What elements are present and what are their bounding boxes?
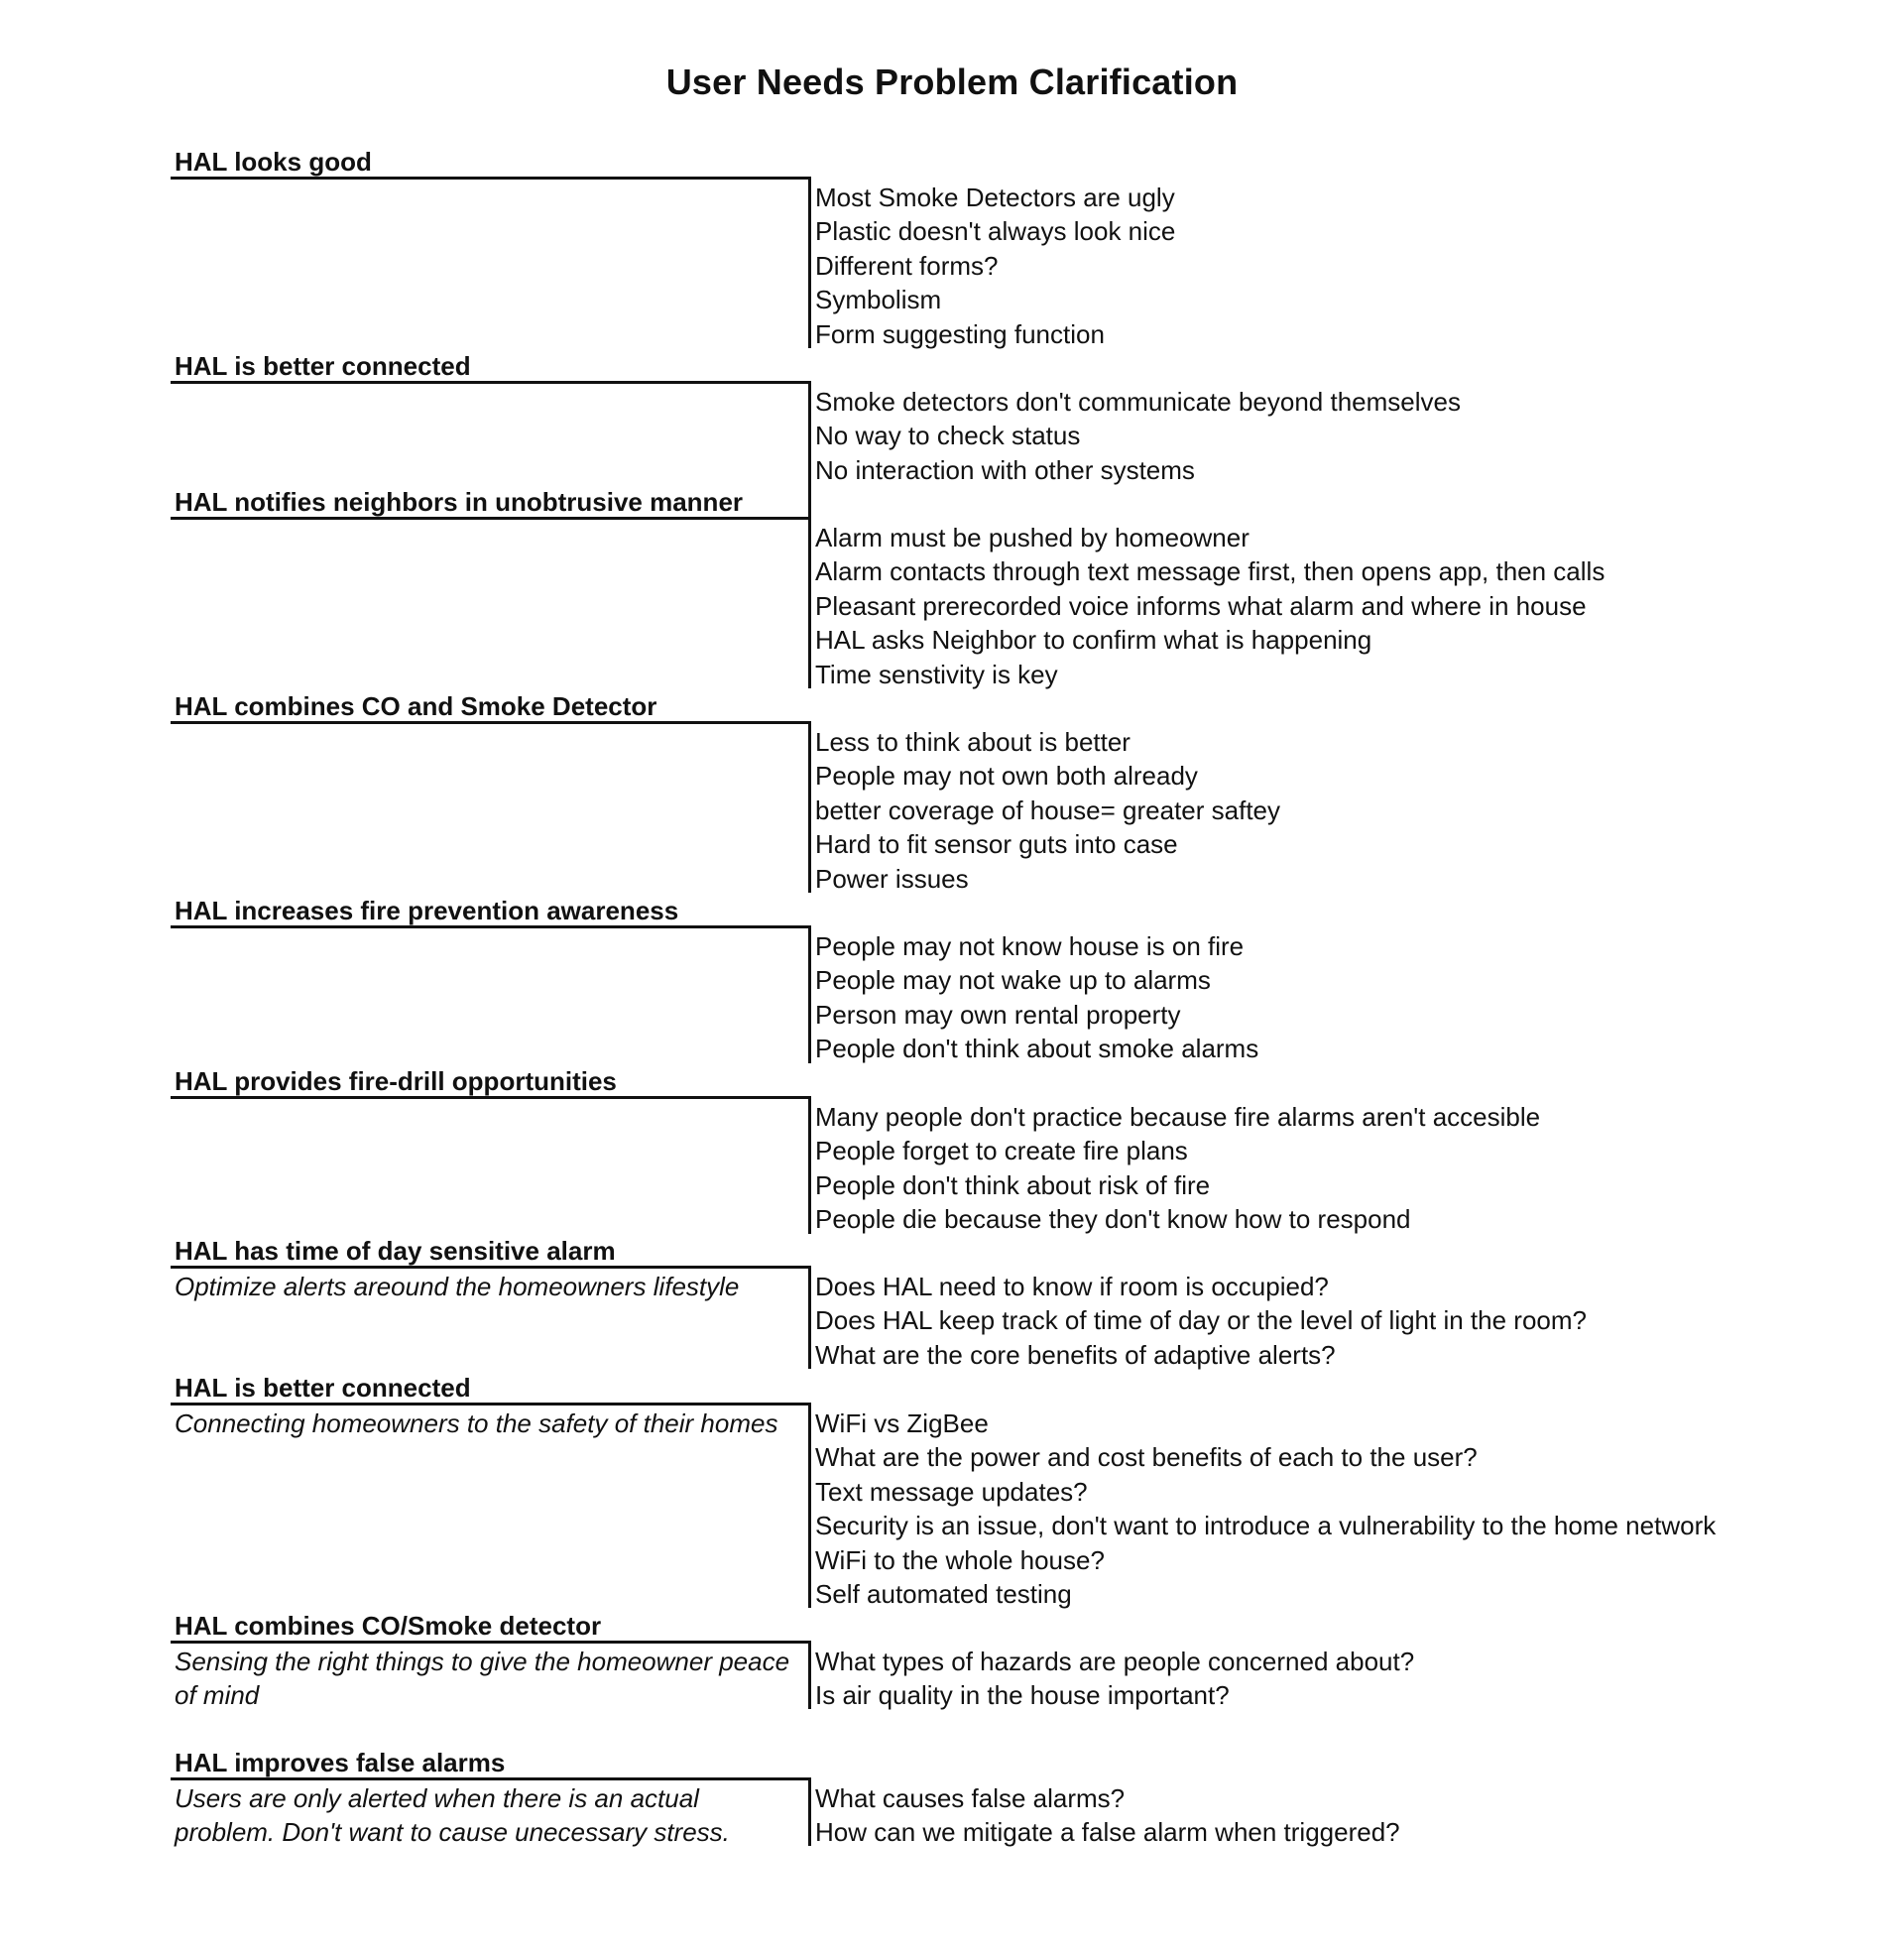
problem-list	[815, 1270, 1587, 1372]
bracket-vertical-rule	[808, 1266, 811, 1369]
bracket-vertical-rule	[808, 381, 811, 519]
problem-item: Self automated testing	[815, 1579, 1072, 1610]
section-heading: HAL combines CO/Smoke detector	[175, 1611, 602, 1641]
section-heading: HAL notifies neighbors in unobtrusive manner	[175, 487, 744, 517]
problem-list	[815, 181, 1175, 351]
section-heading: HAL looks good	[175, 147, 372, 177]
section-heading: HAL combines CO and Smoke Detector	[175, 691, 657, 721]
problem-item: What causes false alarms?	[815, 1783, 1126, 1813]
bracket-vertical-rule	[808, 177, 811, 348]
problem-item: People die because they don't know how to respond	[815, 1204, 1411, 1235]
problem-item: WiFi vs ZigBee	[815, 1408, 989, 1438]
problem-item: Form suggesting function	[815, 318, 1105, 349]
problem-item: Plastic doesn't always look nice	[815, 216, 1176, 247]
problem-item: Does HAL need to know if room is occupied?	[815, 1272, 1329, 1301]
section-subtitle: Users are only alerted when there is an actual problem. Don't want to cause unecessary stress.	[175, 1783, 730, 1847]
problem-item: Symbolism	[815, 285, 942, 315]
problem-item: People don't think about risk of fire	[815, 1169, 1211, 1200]
bracket-horizontal-rule	[171, 1403, 811, 1406]
problem-item: What are the core benefits of adaptive alerts?	[815, 1339, 1336, 1370]
section-heading: HAL provides fire-drill opportunities	[175, 1066, 617, 1096]
problem-item: Alarm contacts through text message first, then opens app, then calls	[815, 556, 1606, 587]
bracket-horizontal-rule	[171, 925, 811, 928]
bracket-horizontal-rule	[171, 721, 811, 724]
section-heading: HAL improves false alarms	[175, 1748, 506, 1777]
section-subtitle: Connecting homeowners to the safety of their homes	[175, 1408, 778, 1438]
problem-item: Less to think about is better	[815, 727, 1130, 757]
problem-item: People may not wake up to alarms	[815, 965, 1211, 996]
bracket-vertical-rule	[808, 1096, 811, 1234]
page-title: User Needs Problem Clarification	[665, 61, 1239, 102]
problem-item: What are the power and cost benefits of each to the user?	[815, 1442, 1478, 1473]
problem-item: Smoke detectors don't communicate beyond themselves	[815, 387, 1461, 417]
section-subtitle: Optimize alerts areound the homeowners lifestyle	[175, 1272, 740, 1301]
problem-list	[815, 1406, 1716, 1611]
bracket-horizontal-rule	[171, 1096, 811, 1099]
section-heading: HAL has time of day sensitive alarm	[175, 1236, 616, 1266]
problem-item: No interaction with other systems	[815, 454, 1195, 485]
problem-item: People don't think about smoke alarms	[815, 1034, 1259, 1064]
bracket-vertical-rule	[808, 721, 811, 893]
problem-item: What types of hazards are people concerned about?	[815, 1647, 1415, 1676]
problem-item: WiFi to the whole house?	[815, 1544, 1105, 1575]
problem-item: Person may own rental property	[815, 999, 1181, 1030]
bracket-horizontal-rule	[171, 177, 811, 180]
problem-list	[815, 1645, 1414, 1713]
problem-list	[815, 521, 1605, 691]
problem-item: Power issues	[815, 863, 969, 894]
problem-item: Pleasant prerecorded voice informs what alarm and where in house	[815, 590, 1587, 621]
bracket-horizontal-rule	[171, 1641, 811, 1644]
bracket-vertical-rule	[808, 517, 811, 688]
section-heading: HAL is better connected	[175, 351, 471, 381]
problem-item: HAL asks Neighbor to confirm what is happening	[815, 625, 1372, 656]
section-subtitle: Sensing the right things to give the homeowner peace of mind	[175, 1647, 790, 1710]
problem-item: People may not know house is on fire	[815, 931, 1245, 961]
problem-item: People forget to create fire plans	[815, 1136, 1188, 1166]
problem-list	[815, 1100, 1540, 1237]
problem-item: Time senstivity is key	[815, 659, 1058, 689]
problem-item: How can we mitigate a false alarm when triggered?	[815, 1817, 1400, 1848]
problem-item: Many people don't practice because fire alarms aren't accesible	[815, 1102, 1541, 1132]
problem-item: Different forms?	[815, 250, 999, 281]
bracket-vertical-rule	[808, 925, 811, 1063]
section-heading: HAL increases fire prevention awareness	[175, 896, 679, 925]
problem-item: better coverage of house= greater saftey	[815, 795, 1281, 825]
problem-item: Security is an issue, don't want to introduce a vulnerability to the home network	[815, 1511, 1717, 1541]
section-heading: HAL is better connected	[175, 1373, 471, 1403]
bracket-horizontal-rule	[171, 381, 811, 384]
problem-item: Most Smoke Detectors are ugly	[815, 183, 1175, 212]
bracket-horizontal-rule	[171, 517, 811, 520]
problem-item: Hard to fit sensor guts into case	[815, 829, 1178, 860]
problem-list	[815, 725, 1280, 896]
problem-list	[815, 929, 1258, 1066]
problem-item: Is air quality in the house important?	[815, 1680, 1230, 1711]
problem-item: Text message updates?	[815, 1476, 1088, 1507]
problem-list	[815, 1781, 1400, 1850]
problem-item: People may not own both already	[815, 761, 1198, 792]
bracket-vertical-rule	[808, 1641, 811, 1709]
bracket-horizontal-rule	[171, 1266, 811, 1269]
bracket-vertical-rule	[808, 1403, 811, 1608]
problem-list	[815, 385, 1461, 487]
problem-item: Alarm must be pushed by homeowner	[815, 523, 1250, 552]
bracket-horizontal-rule	[171, 1777, 811, 1780]
problem-item: Does HAL keep track of time of day or the level of light in the room?	[815, 1305, 1587, 1336]
problem-item: No way to check status	[815, 421, 1081, 451]
bracket-vertical-rule	[808, 1777, 811, 1846]
